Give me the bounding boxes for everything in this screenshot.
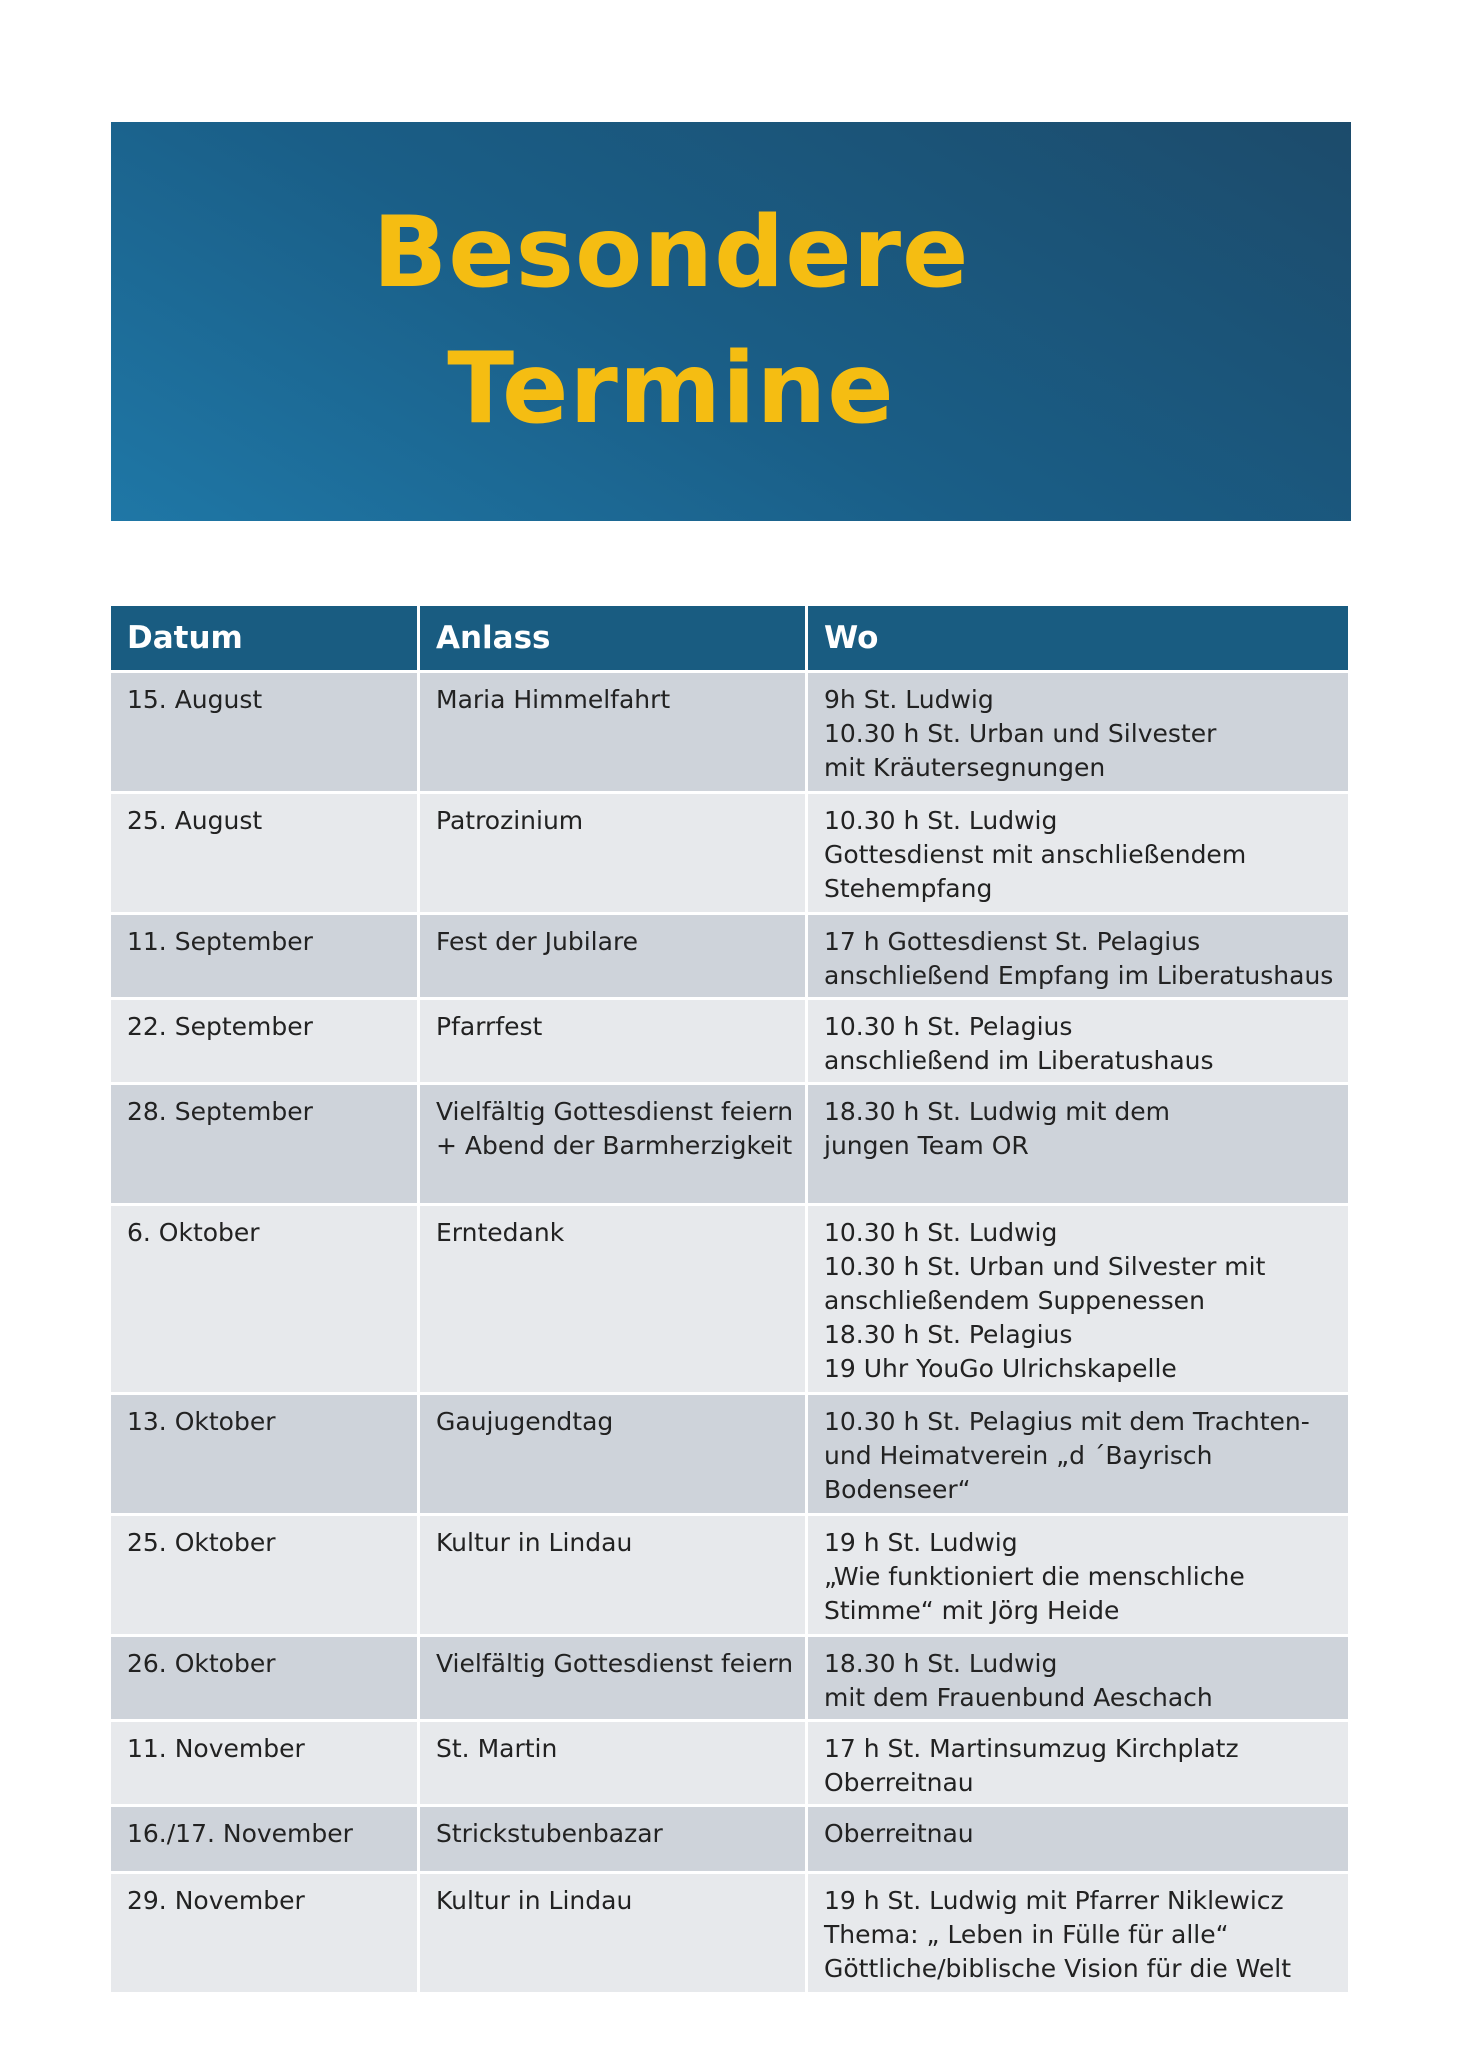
cell-wo	[808, 1000, 1348, 1082]
cell-anlass	[420, 1395, 805, 1513]
wo-line: 17 h St. Martinsumzug Kirchplatz	[824, 1734, 1239, 1763]
anlass-line: Strickstubenbazar	[436, 1819, 663, 1848]
cell-wo	[808, 915, 1348, 997]
cell-wo	[808, 1637, 1348, 1719]
anlass-line: Maria Himmelfahrt	[436, 685, 671, 714]
table-row	[111, 673, 1348, 791]
wo-line: 19 h St. Ludwig	[824, 1528, 1018, 1557]
cell-datum: 11. September	[111, 915, 417, 997]
table-row	[111, 1395, 1348, 1513]
anlass-line: Fest der Jubilare	[436, 927, 639, 956]
cell-anlass	[420, 1807, 805, 1871]
wo-line: 18.30 h St. Ludwig mit dem	[824, 1097, 1170, 1126]
wo-line: 10.30 h St. Urban und Silvester	[824, 719, 1217, 748]
table-row	[111, 1807, 1348, 1871]
wo-line: 10.30 h St. Ludwig	[824, 1218, 1058, 1247]
anlass-line: Pfarrfest	[436, 1012, 543, 1041]
wo-line: 18.30 h St. Pelagius	[824, 1320, 1073, 1349]
cell-wo	[808, 1085, 1348, 1203]
header-wo: Wo	[808, 606, 1348, 670]
cell-datum: 25. August	[111, 794, 417, 912]
title-line-1: Besondere	[372, 196, 970, 310]
wo-line: 19 h St. Ludwig mit Pfarrer Niklewicz	[824, 1886, 1284, 1915]
cell-anlass	[420, 1874, 805, 1992]
cell-anlass	[420, 1722, 805, 1804]
cell-datum: 26. Oktober	[111, 1637, 417, 1719]
table-row	[111, 794, 1348, 912]
wo-line: anschließend Empfang im Liberatushaus	[824, 961, 1334, 990]
cell-datum: 6. Oktober	[111, 1206, 417, 1392]
table-row	[111, 1516, 1348, 1634]
cell-datum: 15. August	[111, 673, 417, 791]
wo-line: 10.30 h St. Ludwig	[824, 806, 1058, 835]
anlass-line: Erntedank	[436, 1218, 565, 1247]
table-body	[111, 673, 1348, 1992]
cell-anlass	[420, 915, 805, 997]
wo-line: anschließendem Suppenessen	[824, 1286, 1205, 1315]
anlass-line: Vielfältig Gottesdienst feiern	[436, 1097, 794, 1126]
wo-line: „Wie funktioniert die menschliche	[824, 1562, 1245, 1591]
page-title	[111, 185, 1231, 457]
table-row	[111, 1874, 1348, 1992]
table-header-row	[111, 606, 1348, 670]
header-datum: Datum	[111, 606, 417, 670]
wo-line: 19 Uhr YouGo Ulrichskapelle	[824, 1354, 1177, 1383]
wo-line: mit Kräutersegnungen	[824, 753, 1106, 782]
cell-datum: 28. September	[111, 1085, 417, 1203]
cell-anlass	[420, 673, 805, 791]
events-table	[108, 603, 1351, 1995]
cell-wo	[808, 673, 1348, 791]
cell-wo	[808, 1807, 1348, 1871]
wo-line: anschließend im Liberatushaus	[824, 1046, 1214, 1075]
cell-datum: 11. November	[111, 1722, 417, 1804]
cell-wo	[808, 794, 1348, 912]
wo-line: Bodenseer“	[824, 1475, 971, 1504]
table-row	[111, 1206, 1348, 1392]
anlass-line: Kultur in Lindau	[436, 1886, 633, 1915]
anlass-line: Gaujugendtag	[436, 1407, 614, 1436]
cell-datum: 13. Oktober	[111, 1395, 417, 1513]
title-banner	[111, 122, 1351, 521]
wo-line: Oberreitnau	[824, 1819, 974, 1848]
wo-line: 17 h Gottesdienst St. Pelagius	[824, 927, 1201, 956]
cell-wo	[808, 1874, 1348, 1992]
title-line-2: Termine	[447, 332, 895, 446]
cell-wo	[808, 1516, 1348, 1634]
cell-datum: 29. November	[111, 1874, 417, 1992]
cell-datum: 16./17. November	[111, 1807, 417, 1871]
cell-datum: 22. September	[111, 1000, 417, 1082]
cell-anlass	[420, 794, 805, 912]
anlass-line: Patrozinium	[436, 806, 584, 835]
cell-anlass	[420, 1516, 805, 1634]
cell-anlass	[420, 1085, 805, 1203]
cell-wo	[808, 1722, 1348, 1804]
anlass-line: Vielfältig Gottesdienst feiern	[436, 1649, 794, 1678]
table-row	[111, 1000, 1348, 1082]
wo-line: Stimme“ mit Jörg Heide	[824, 1596, 1120, 1625]
table-row	[111, 1722, 1348, 1804]
cell-datum: 25. Oktober	[111, 1516, 417, 1634]
anlass-line: St. Martin	[436, 1734, 558, 1763]
wo-line: mit dem Frauenbund Aeschach	[824, 1683, 1213, 1712]
cell-anlass	[420, 1206, 805, 1392]
wo-line: 10.30 h St. Pelagius	[824, 1012, 1073, 1041]
table-row	[111, 915, 1348, 997]
wo-line: Gottesdienst mit anschließendem	[824, 840, 1247, 869]
wo-line: 9h St. Ludwig	[824, 685, 994, 714]
header-anlass: Anlass	[420, 606, 805, 670]
anlass-line: + Abend der Barmherzigkeit	[436, 1131, 793, 1160]
cell-wo	[808, 1395, 1348, 1513]
anlass-line: Kultur in Lindau	[436, 1528, 633, 1557]
wo-line: Thema: „ Leben in Fülle für alle“	[824, 1920, 1229, 1949]
wo-line: 10.30 h St. Pelagius mit dem Trachten-	[824, 1407, 1310, 1436]
wo-line: Stehempfang	[824, 874, 993, 903]
wo-line: Oberreitnau	[824, 1768, 974, 1797]
wo-line: Göttliche/biblische Vision für die Welt	[824, 1954, 1292, 1983]
table-row	[111, 1637, 1348, 1719]
cell-anlass	[420, 1637, 805, 1719]
wo-line: 10.30 h St. Urban und Silvester mit	[824, 1252, 1266, 1281]
cell-wo	[808, 1206, 1348, 1392]
cell-anlass	[420, 1000, 805, 1082]
wo-line: jungen Team OR	[824, 1131, 1029, 1160]
table-row	[111, 1085, 1348, 1203]
wo-line: 18.30 h St. Ludwig	[824, 1649, 1058, 1678]
wo-line: und Heimatverein „d ´Bayrisch	[824, 1441, 1213, 1470]
